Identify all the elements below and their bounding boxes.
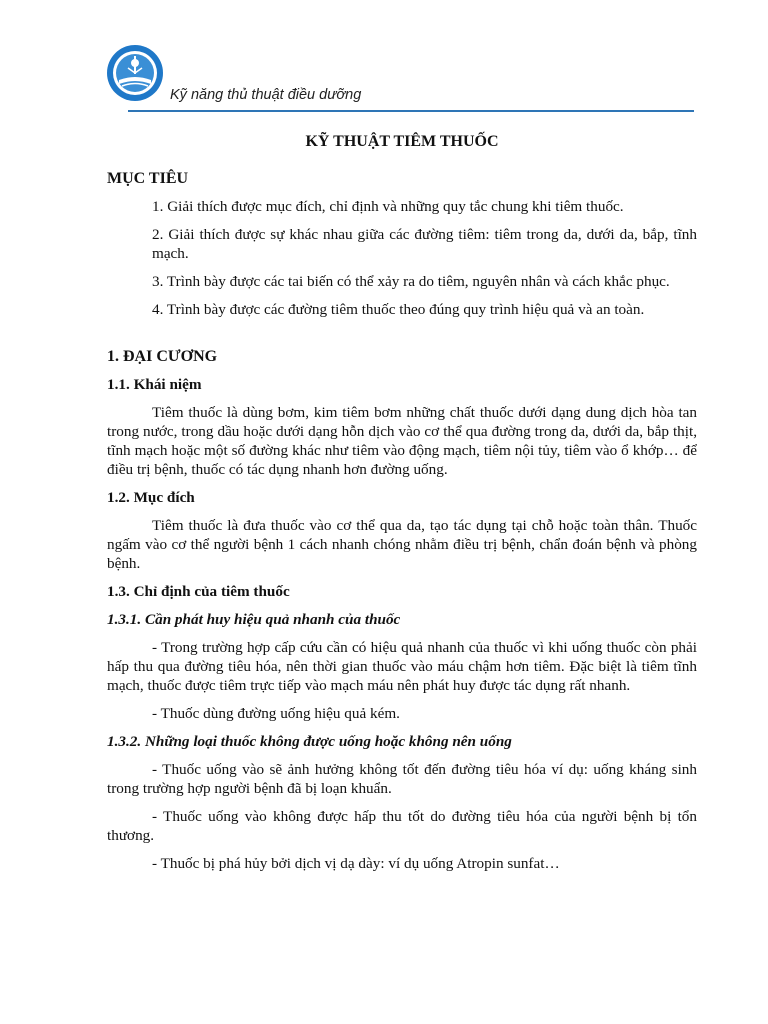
paragraph: Tiêm thuốc là đưa thuốc vào cơ thể qua da, tạo tác dụng tại chỗ hoặc toàn thân. Thuốc ngấm vào cơ thể người bệnh 1 cách nhanh chóng nhằm điều trị bệnh, chẩn đoán bệnh và phòng bệnh.: [107, 517, 697, 572]
subsubsection-heading: 1.3.2. Những loại thuốc không được uống hoặc không nên uống: [107, 733, 512, 750]
objectives-heading: MỤC TIÊU: [107, 170, 189, 187]
running-header: Kỹ năng thủ thuật điều dưỡng: [170, 87, 362, 103]
paragraph: Tiêm thuốc là dùng bơm, kim tiêm bơm những chất thuốc dưới dạng dung dịch hòa tan trong nước, trong dầu hoặc dưới dạng hỗn dịch vào cơ thể qua đường trong da, dưới da, bắp thịt, tĩnh mạch hoặc một số đường khác như tiêm vào động mạch, tiêm nội tủy, tiêm vào ổ khớp… để điều trị bệnh, thuốc có tác dụng nhanh hơn đường uống.: [107, 404, 697, 478]
subsubsection-heading: 1.3.1. Cần phát huy hiệu quả nhanh của thuốc: [107, 611, 401, 628]
objective-item: 4. Trình bày được các đường tiêm thuốc theo đúng quy trình hiệu quả và an toàn.: [152, 301, 645, 318]
paragraph: - Thuốc dùng đường uống hiệu quả kém.: [152, 705, 400, 722]
objective-item: 2. Giải thích được sự khác nhau giữa các đường tiêm: tiêm trong da, dưới da, bắp, tĩnh mạch.: [152, 226, 697, 262]
document-title: KỸ THUẬT TIÊM THUỐC: [305, 133, 499, 150]
school-emblem-icon: [106, 44, 164, 102]
section-heading: 1. ĐẠI CƯƠNG: [107, 348, 218, 365]
paragraph: - Trong trường hợp cấp cứu cần có hiệu quả nhanh của thuốc vì khi uống thuốc còn phải hấp thu qua đường tiêu hóa, nên thời gian thuốc vào máu chậm hơn tiêm. Đặc biệt là tiêm tĩnh mạch, thuốc được tiêm trực tiếp vào mạch máu nên phát huy được tác dụng rất nhanh.: [107, 639, 697, 694]
subsection-heading: 1.2. Mục đích: [107, 489, 195, 506]
paragraph: - Thuốc uống vào sẽ ảnh hưởng không tốt đến đường tiêu hóa ví dụ: uống kháng sinh trong trường hợp người bệnh đã bị loạn khuẩn.: [107, 761, 697, 797]
header-divider: [128, 110, 694, 112]
subsection-heading: 1.1. Khái niệm: [107, 376, 202, 393]
subsection-heading: 1.3. Chỉ định của tiêm thuốc: [107, 583, 290, 600]
document-body: [107, 132, 697, 882]
paragraph: - Thuốc bị phá hủy bởi dịch vị dạ dày: ví dụ uống Atropin sunfat…: [152, 855, 560, 872]
objective-item: 1. Giải thích được mục đích, chỉ định và những quy tắc chung khi tiêm thuốc.: [152, 198, 624, 215]
objective-item: 3. Trình bày được các tai biến có thể xảy ra do tiêm, nguyên nhân và cách khắc phục.: [152, 273, 670, 290]
paragraph: - Thuốc uống vào không được hấp thu tốt do đường tiêu hóa của người bệnh bị tổn thương.: [107, 808, 697, 844]
